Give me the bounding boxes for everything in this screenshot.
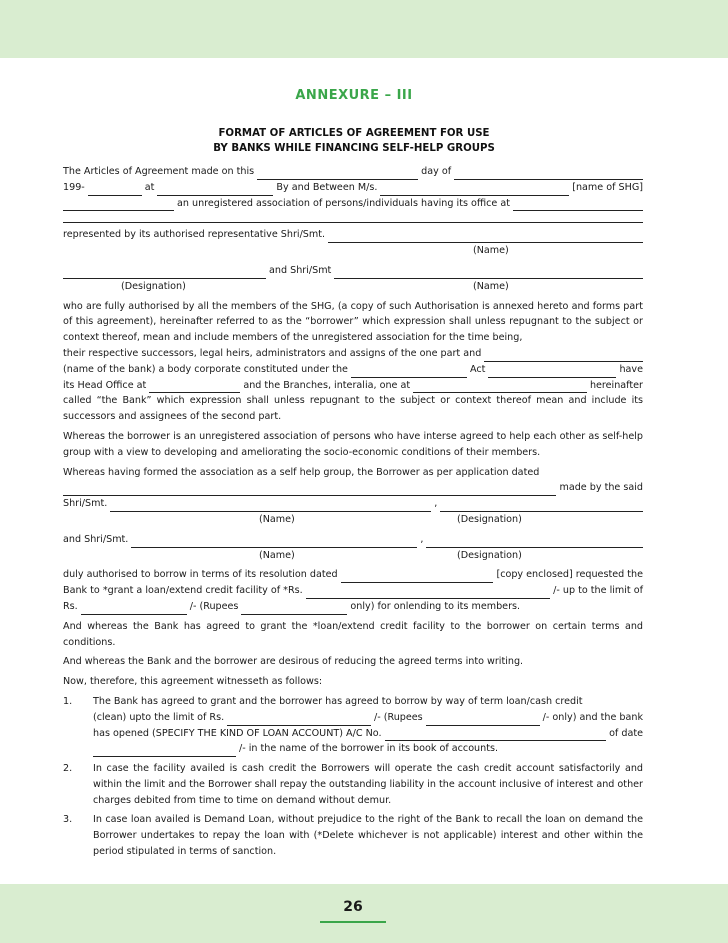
designation-label: (Designation) bbox=[457, 549, 522, 561]
blank-facility-amount bbox=[306, 587, 550, 599]
text: /- only) and the bank bbox=[542, 711, 643, 723]
blank-shg-name bbox=[380, 184, 569, 196]
blank-place bbox=[157, 184, 273, 196]
designation-label: (Designation) bbox=[457, 513, 522, 525]
blank-limit bbox=[81, 603, 187, 615]
line-successors bbox=[63, 346, 643, 362]
text: By and Between M/s. bbox=[276, 181, 378, 193]
text: of date bbox=[609, 727, 643, 739]
text: /- (Rupees bbox=[189, 600, 239, 612]
text: represented by its authorised representative Shri/Smt. bbox=[63, 229, 326, 241]
line-representative bbox=[63, 227, 643, 243]
text: and Shri/Smt bbox=[269, 264, 332, 276]
blank-head-office bbox=[149, 381, 240, 393]
line-second-rep bbox=[63, 263, 643, 279]
line-rupees bbox=[63, 599, 643, 615]
text: 199- bbox=[63, 181, 85, 193]
designation-label: (Designation) bbox=[121, 280, 186, 292]
list-body: In case the facility availed is cash credit the Borrowers will operate the cash credit account satisfactorily and within the limit and the Borrower shall repay the outstanding liability in the account inclusive of interest and other charges debited from time to time on demand without demur. bbox=[93, 763, 643, 806]
blank-member-2-name bbox=[131, 536, 417, 548]
format-title-line1: FORMAT OF ARTICLES OF AGREEMENT FOR USE bbox=[218, 128, 490, 139]
para-bank-agreed: And whereas the Bank has agreed to grant the *loan/extend credit facility to the borrower on certain terms and conditions. bbox=[63, 620, 643, 648]
text: The Articles of Agreement made on this bbox=[63, 166, 255, 177]
name-label: (Name) bbox=[259, 513, 295, 525]
blank-branch bbox=[413, 381, 587, 393]
text: and Shri/Smt. bbox=[63, 533, 129, 545]
blank-office-address bbox=[513, 199, 643, 211]
blank-member-2-designation bbox=[426, 536, 643, 548]
text: only) for onlending to its members. bbox=[350, 600, 521, 612]
line-grant bbox=[63, 583, 643, 599]
blank-bank-name bbox=[484, 350, 643, 362]
blank-act-name bbox=[351, 366, 467, 378]
text: day of bbox=[421, 166, 452, 177]
text: Bank to *grant a loan/extend credit facility of *Rs. bbox=[63, 585, 303, 597]
para-desirous: And whereas the Bank and the borrower are desirous of reducing the agreed terms into writing. bbox=[63, 656, 524, 668]
blank-shg bbox=[63, 199, 174, 211]
line-shri-smt bbox=[63, 496, 643, 512]
text: an unregistered association of persons/individuals having its office at bbox=[177, 197, 511, 209]
list-item-2 bbox=[63, 761, 643, 808]
text: Act bbox=[469, 363, 486, 375]
text: , bbox=[420, 533, 424, 545]
text: The Bank has agreed to grant and the borrower has agreed to borrow by way of term loan/cash credit bbox=[93, 695, 583, 707]
text: Rs. bbox=[63, 600, 78, 612]
blank-date bbox=[257, 168, 418, 180]
blank-member-1-name bbox=[110, 500, 431, 512]
line-office-cont bbox=[63, 211, 643, 223]
list-number: 1. bbox=[63, 695, 73, 707]
blank-amount bbox=[93, 745, 236, 757]
blank-office-address-2 bbox=[63, 211, 643, 223]
top-band bbox=[0, 0, 728, 58]
blank-rupees bbox=[426, 714, 540, 726]
line-and-shri-smt bbox=[63, 532, 643, 548]
list-item-1 bbox=[63, 694, 643, 757]
text: [name of SHG] bbox=[572, 181, 643, 193]
blank-account-no bbox=[385, 729, 607, 741]
line-account bbox=[93, 726, 643, 742]
page-number-underline bbox=[320, 921, 386, 923]
text: their respective successors, legal heirs, administrators and assigns of the one part and bbox=[63, 347, 482, 359]
text: hereinafter bbox=[589, 379, 643, 391]
name-label: (Name) bbox=[259, 549, 295, 561]
line-office bbox=[63, 196, 643, 212]
label-row-designation-name bbox=[63, 279, 643, 295]
line-head-office bbox=[63, 378, 643, 394]
blank-designation bbox=[63, 267, 266, 279]
annexure-title: ANNEXURE – III bbox=[295, 88, 413, 103]
text: , bbox=[434, 498, 438, 510]
text: [copy enclosed] requested the bbox=[496, 569, 643, 581]
format-title-line2: BY BANKS WHILE FINANCING SELF-HELP GROUPS bbox=[213, 143, 495, 154]
text: at bbox=[144, 181, 155, 193]
line-limit bbox=[93, 710, 643, 726]
line-year-place bbox=[63, 180, 643, 196]
list-number: 3. bbox=[63, 814, 73, 826]
page-number: 26 bbox=[343, 899, 363, 915]
label-row-name bbox=[63, 243, 643, 259]
text: /- (Rupees bbox=[373, 711, 423, 723]
text: (name of the bank) a body corporate constituted under the bbox=[63, 363, 348, 375]
line-bank-act bbox=[63, 362, 643, 378]
para-whereas-2: Whereas having formed the association as a self help group, the Borrower as per application dated bbox=[63, 466, 540, 478]
text: duly authorised to borrow in terms of its resolution dated bbox=[63, 569, 338, 581]
blank-year bbox=[88, 184, 142, 196]
blank-second-rep bbox=[334, 267, 643, 279]
blank-resolution-date bbox=[341, 571, 494, 583]
para-whereas-1: Whereas the borrower is an unregistered association of persons who have interse agreed to help each other as self-help group with a view to developing and ameliorating the socio-economic conditions of their members. bbox=[63, 430, 643, 458]
format-title bbox=[0, 126, 708, 156]
label-row-member-1 bbox=[63, 512, 643, 528]
line-agreement-date bbox=[63, 164, 643, 180]
blank-month bbox=[454, 168, 643, 180]
name-label: (Name) bbox=[473, 245, 509, 257]
blank-member-1-designation bbox=[440, 500, 643, 512]
agreement-body bbox=[63, 164, 643, 860]
text: made by the said bbox=[559, 482, 643, 494]
text: /- up to the limit of bbox=[553, 585, 643, 597]
text: and the Branches, interalia, one at bbox=[243, 379, 411, 391]
list-item-3 bbox=[63, 812, 643, 859]
para-bank-definition: called “the Bank” which expression shall unless repugnant to the subject or context thereof mean and include its successors and assignees of the second part. bbox=[63, 395, 643, 423]
text: (clean) upto the limit of Rs. bbox=[93, 711, 225, 723]
name-label: (Name) bbox=[473, 280, 509, 292]
text: its Head Office at bbox=[63, 379, 147, 391]
blank-rupees-words bbox=[241, 603, 347, 615]
text: have bbox=[619, 363, 643, 375]
blank-representative bbox=[328, 231, 643, 243]
label-row-member-2 bbox=[63, 548, 643, 564]
blank-act-year bbox=[488, 366, 616, 378]
list-body: In case loan availed is Demand Loan, without prejudice to the right of the Bank to recall the loan on demand the Borrower undertakes to repay the loan with (*Delete whichever is not applicable) interest and other within the period stipulated in terms of sanction. bbox=[93, 814, 643, 858]
text: /- in the name of the borrower in its book of accounts. bbox=[239, 743, 499, 755]
para-now-therefore: Now, therefore, this agreement witnesseth as follows: bbox=[63, 676, 323, 688]
line-book bbox=[93, 741, 643, 757]
text: Shri/Smt. bbox=[63, 498, 108, 510]
line-resolution bbox=[63, 567, 643, 583]
blank-limit-amount bbox=[227, 714, 371, 726]
line-application bbox=[63, 480, 643, 496]
blank-application-date bbox=[63, 484, 556, 496]
list-number: 2. bbox=[63, 763, 73, 775]
text: has opened (SPECIFY THE KIND OF LOAN ACCOUNT) A/C No. bbox=[93, 727, 382, 739]
list-body bbox=[93, 694, 643, 757]
para-authorised: who are fully authorised by all the members of the SHG, (a copy of such Authorisation is annexed hereto and forms part of this agreement), hereinafter referred to as the “borrower” which expression shall unless repugnant to the subject or context thereof, mean and include members of the unregistered association for the time being, bbox=[63, 300, 643, 344]
